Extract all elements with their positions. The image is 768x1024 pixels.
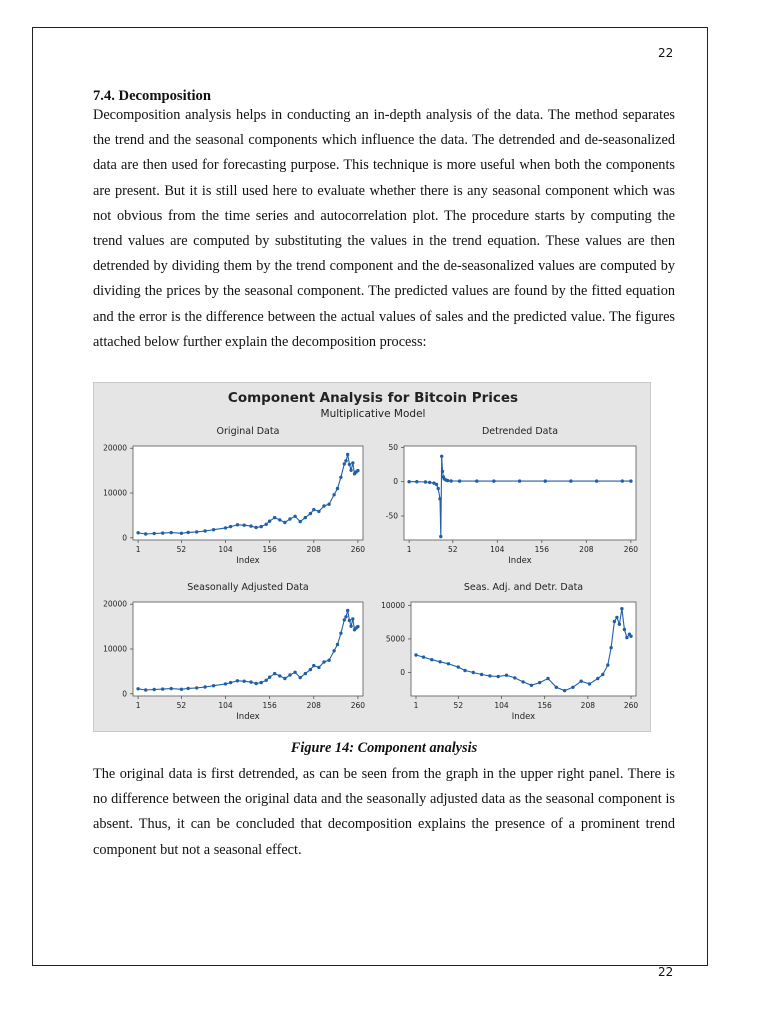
panel-3-x-tick-label-5: 260 — [350, 701, 366, 710]
panel-3-data-point-9 — [212, 684, 215, 687]
panel-1-x-tick-label-2: 104 — [218, 545, 233, 554]
panel-1-data-point-2 — [153, 532, 156, 535]
panel-3-data-point-20 — [278, 674, 281, 677]
panel-2-data-point-23 — [621, 479, 624, 482]
panel-3-data-point-33 — [339, 632, 342, 635]
panel-3-data-point-18 — [268, 676, 271, 679]
panel-1-data-point-15 — [254, 526, 257, 529]
panel-1-y-tick-label-2: 20000 — [103, 443, 127, 453]
panel-2-data-point-10 — [441, 470, 444, 473]
panel-3-data-point-8 — [203, 685, 206, 688]
panel-1-data-point-24 — [299, 520, 302, 523]
panel-2-data-point-6 — [437, 487, 440, 490]
component-analysis-figure — [93, 382, 651, 732]
panel-4-data-point-20 — [580, 680, 583, 683]
panel-3-data-point-13 — [243, 680, 246, 683]
panel-4-data-point-8 — [480, 673, 483, 676]
panel-1-data-point-36 — [346, 453, 349, 456]
panel-3-data-point-16 — [260, 681, 263, 684]
panel-1-data-point-14 — [249, 524, 252, 527]
panel-4-data-point-28 — [618, 623, 621, 626]
panel-3-data-point-3 — [161, 687, 164, 690]
panel-2-y-tick-label-1: 0 — [393, 477, 398, 487]
panel-1-data-point-12 — [236, 523, 239, 526]
panel-4-data-point-26 — [613, 620, 616, 623]
panel-3-data-point-4 — [170, 687, 173, 690]
panel-3-data-point-32 — [336, 643, 339, 646]
panel-2-data-point-21 — [569, 479, 572, 482]
panel-3-data-point-27 — [312, 664, 315, 667]
panel-4-data-point-25 — [609, 646, 612, 649]
panel-4-data-point-0 — [414, 653, 417, 656]
panel-3-data-point-14 — [249, 680, 252, 683]
panel-4-x-axis-label: Index — [511, 712, 536, 722]
panel-1-data-point-30 — [327, 503, 330, 506]
panel-2-x-tick-label-2: 104 — [490, 545, 505, 554]
panel-3-data-point-24 — [299, 676, 302, 679]
panel-1-data-point-11 — [229, 525, 232, 528]
panel-3-data-point-15 — [254, 682, 257, 685]
panel-4-x-tick-label-0: 1 — [413, 701, 419, 710]
panel-4-title: Seas. Adj. and Detr. Data — [463, 582, 584, 593]
panel-4-data-point-4 — [447, 662, 450, 665]
panel-2-data-point-3 — [428, 481, 431, 484]
panel-3-data-point-1 — [144, 688, 147, 691]
panel-3-data-point-22 — [288, 673, 291, 676]
panel-2-y-tick-label-0: -50 — [385, 511, 398, 521]
panel-3-data-point-35 — [344, 615, 347, 618]
panel-2-data-point-17 — [475, 479, 478, 482]
panel-1-data-point-29 — [322, 504, 325, 507]
panel-2-title: Detrended Data — [481, 426, 559, 437]
panel-4-data-point-22 — [596, 677, 599, 680]
panel-3-data-point-17 — [265, 679, 268, 682]
panel-4-y-tick-label-0: 0 — [400, 668, 405, 677]
panel-3-data-point-31 — [332, 649, 335, 652]
panel-3-x-tick-label-1: 52 — [176, 701, 187, 710]
panel-4-data-point-6 — [463, 669, 466, 672]
panel-1-x-tick-label-1: 52 — [176, 545, 187, 554]
panel-4-data-point-21 — [588, 682, 591, 685]
panel-1-data-point-1 — [144, 532, 147, 535]
panel-2-data-point-5 — [435, 483, 438, 486]
panel-1-data-point-32 — [336, 487, 339, 490]
panel-4-data-point-31 — [625, 636, 628, 639]
panel-1-data-point-26 — [309, 512, 312, 515]
panel-4-data-point-29 — [620, 607, 623, 610]
panel-3-title: Seasonally Adjusted Data — [187, 582, 309, 593]
panel-4-data-point-1 — [422, 655, 425, 658]
panel-4-data-point-19 — [571, 686, 574, 689]
panel-3-x-tick-label-2: 104 — [218, 701, 233, 710]
panel-4-data-point-3 — [438, 660, 441, 663]
panel-4-data-point-27 — [615, 616, 618, 619]
panel-2-data-point-22 — [595, 479, 598, 482]
panel-1-data-point-9 — [212, 528, 215, 531]
paragraph-intro: Decomposition analysis helps in conducting an in-depth analysis of the data. The method separates the trend and the seasonal components which influence the data. The detrended and de-seasonalized data are then used for forecasting purpose. This technique is more useful when both the components are present. But it is still used here to evaluate whether there is any seasonal component which was not obvious from the time series and autocorrelation plot. The procedure starts by computing the trend values are computed by substituting the values in the trend equation. These values are then detrended by dividing them by the trend component and the de-seasonalized values are computed by dividing the prices by the seasonal component. The predicted values are found by the fitted equation and the error is the difference between the actual values of sales and the predicted value. The figures attached below further explain the decomposition process: — [93, 107, 675, 350]
panel-4-data-point-13 — [521, 680, 524, 683]
panel-2-data-point-18 — [492, 479, 495, 482]
panel-1-data-point-23 — [293, 515, 296, 518]
panel-1-data-point-3 — [161, 531, 164, 534]
panel-2-data-point-24 — [629, 479, 632, 482]
panel-1-data-point-7 — [195, 530, 198, 533]
paragraph-conclusion: The original data is first detrended, as can be seen from the graph in the upper right panel. There is no difference between the original data and the seasonally adjusted data as the seasonal component is absent. Thus, it can be concluded that decomposition explains the presence of a prominent trend component but not a seasonal effect. — [93, 766, 675, 858]
panel-1-data-point-16 — [260, 525, 263, 528]
panel-1-data-point-17 — [265, 523, 268, 526]
panel-2-data-point-1 — [415, 480, 418, 483]
panel-1-x-tick-label-3: 156 — [262, 545, 277, 554]
panel-4-data-point-14 — [530, 684, 533, 687]
panel-1-data-point-42 — [356, 469, 359, 472]
panel-3-data-point-29 — [322, 660, 325, 663]
panel-4-data-point-7 — [472, 671, 475, 674]
panel-1-x-tick-label-5: 260 — [350, 545, 366, 554]
panel-1-data-point-19 — [273, 516, 276, 519]
chart-title: Component Analysis for Bitcoin Prices — [227, 390, 519, 406]
panel-4-data-point-15 — [538, 681, 541, 684]
panel-2-x-tick-label-3: 156 — [534, 545, 549, 554]
panel-1-data-point-33 — [339, 476, 342, 479]
panel-2-data-point-9 — [440, 455, 443, 458]
panel-2-data-point-14 — [446, 479, 449, 482]
panel-3-y-tick-label-2: 20000 — [103, 599, 127, 609]
panel-4-data-point-17 — [555, 686, 558, 689]
panel-1-data-point-8 — [203, 529, 206, 532]
panel-3-data-point-26 — [309, 668, 312, 671]
panel-1-data-point-6 — [187, 531, 190, 534]
panel-4-data-point-16 — [546, 677, 549, 680]
panel-1-data-point-5 — [180, 532, 183, 535]
panel-1-data-point-34 — [343, 462, 346, 465]
panel-2-x-axis-label: Index — [508, 556, 532, 566]
panel-4-data-point-18 — [563, 689, 566, 692]
panel-4-data-point-30 — [623, 628, 626, 631]
panel-2-data-point-19 — [518, 479, 521, 482]
panel-3-data-point-11 — [229, 681, 232, 684]
panel-1-data-point-39 — [351, 461, 354, 464]
panel-2-x-tick-label-5: 260 — [623, 545, 639, 554]
panel-3-data-point-12 — [236, 679, 239, 682]
panel-3-x-tick-label-3: 156 — [262, 701, 277, 710]
panel-3-y-tick-label-0: 0 — [122, 689, 127, 699]
panel-1-x-tick-label-4: 208 — [306, 545, 321, 554]
panel-1-y-tick-label-0: 0 — [122, 533, 127, 543]
chart-subtitle: Multiplicative Model — [320, 408, 426, 420]
panel-2-x-tick-label-4: 208 — [579, 545, 594, 554]
panel-4-data-point-2 — [430, 658, 433, 661]
panel-3-data-point-36 — [346, 609, 349, 612]
panel-1-data-point-20 — [278, 518, 281, 521]
panel-1-x-axis-label: Index — [236, 556, 260, 566]
panel-3-x-axis-label: Index — [236, 712, 260, 722]
panel-3-y-tick-label-1: 10000 — [103, 644, 127, 654]
panel-1-data-point-31 — [332, 493, 335, 496]
panel-4-data-point-10 — [497, 675, 500, 678]
panel-2-x-tick-label-0: 1 — [406, 545, 412, 554]
panel-4-y-tick-label-2: 10000 — [381, 600, 405, 610]
panel-2-data-point-2 — [424, 480, 427, 483]
panel-2-data-point-7 — [438, 497, 441, 500]
panel-3-data-point-30 — [327, 659, 330, 662]
panel-2-data-point-0 — [407, 480, 410, 483]
panel-1-data-point-38 — [349, 469, 352, 472]
panel-3-data-point-42 — [356, 625, 359, 628]
panel-1-y-tick-label-1: 10000 — [103, 488, 127, 498]
panel-1-data-point-28 — [317, 510, 320, 513]
panel-3-x-tick-label-0: 1 — [135, 701, 141, 710]
panel-1-data-point-35 — [344, 459, 347, 462]
panel-3-data-point-6 — [187, 687, 190, 690]
panel-1-data-point-18 — [268, 520, 271, 523]
panel-1-title: Original Data — [216, 426, 280, 437]
panel-3-data-point-2 — [153, 688, 156, 691]
panel-1-data-point-0 — [136, 531, 139, 534]
panel-3-data-point-25 — [304, 672, 307, 675]
panel-2-data-point-20 — [544, 479, 547, 482]
panel-3-data-point-7 — [195, 686, 198, 689]
panel-2-x-tick-label-1: 52 — [448, 545, 458, 554]
panel-4-data-point-24 — [606, 663, 609, 666]
figure-caption: Figure 14: Component analysis — [290, 740, 478, 756]
panel-4-x-tick-label-1: 52 — [453, 701, 464, 710]
panel-4-x-tick-label-5: 260 — [623, 701, 639, 710]
panel-3-data-point-10 — [224, 682, 227, 685]
panel-1-data-point-27 — [312, 508, 315, 511]
section-heading: 7.4. Decomposition — [93, 88, 211, 104]
panel-2-y-tick-label-2: 50 — [388, 442, 398, 452]
panel-4-data-point-5 — [457, 665, 460, 668]
panel-4-x-tick-label-2: 104 — [494, 701, 509, 710]
panel-3-data-point-28 — [317, 666, 320, 669]
panel-4-data-point-23 — [601, 673, 604, 676]
page-number-top: 22 — [658, 46, 674, 60]
panel-3-x-tick-label-4: 208 — [306, 701, 321, 710]
panel-3-data-point-21 — [283, 677, 286, 680]
panel-2-data-point-16 — [458, 479, 461, 482]
chart-svg — [94, 383, 652, 733]
panel-2-data-point-8 — [439, 535, 442, 538]
panel-4-x-tick-label-4: 208 — [580, 701, 596, 710]
panel-3-data-point-19 — [273, 672, 276, 675]
panel-1-data-point-25 — [304, 516, 307, 519]
panel-4-y-tick-label-1: 5000 — [385, 634, 405, 644]
page-number-bottom: 22 — [658, 965, 674, 979]
panel-4-x-tick-label-3: 156 — [537, 701, 552, 710]
panel-1-x-tick-label-0: 1 — [135, 545, 141, 554]
panel-1-data-point-22 — [288, 517, 291, 520]
panel-1-data-point-13 — [243, 524, 246, 527]
panel-2-data-point-15 — [449, 479, 452, 482]
panel-1-data-point-37 — [348, 463, 351, 466]
panel-3-data-point-23 — [293, 671, 296, 674]
panel-3-data-point-34 — [343, 618, 346, 621]
panel-3-data-point-0 — [136, 687, 139, 690]
panel-4-data-point-9 — [488, 674, 491, 677]
panel-1-data-point-21 — [283, 521, 286, 524]
panel-4-data-point-12 — [513, 676, 516, 679]
panel-3-data-point-37 — [348, 619, 351, 622]
panel-4-data-point-33 — [629, 635, 632, 638]
panel-1-data-point-4 — [170, 531, 173, 534]
panel-3-data-point-38 — [349, 625, 352, 628]
panel-1-data-point-10 — [224, 526, 227, 529]
panel-3-data-point-5 — [180, 688, 183, 691]
panel-4-data-point-11 — [505, 674, 508, 677]
panel-3-data-point-39 — [351, 617, 354, 620]
